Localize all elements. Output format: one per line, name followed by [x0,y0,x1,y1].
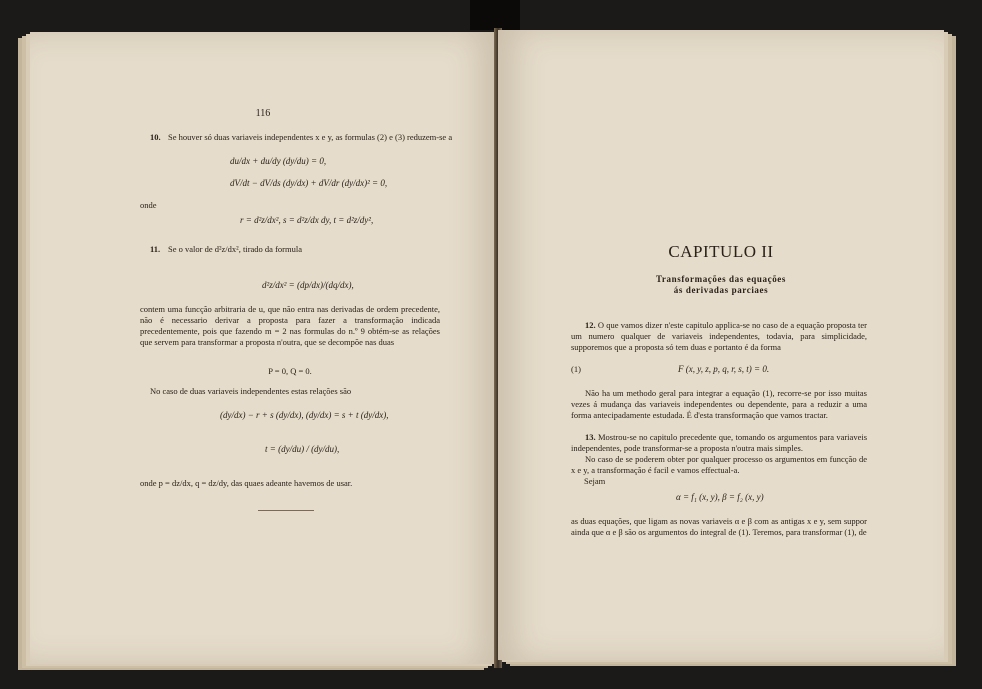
paragraph-method: Não ha um methodo geral para integrar a equação (1), recorre-se por isso muitas vezes á mudança das variaveis independentes ou dependente, para a reduzir a uma forma antecipadamente estudada. É d'esta transformação que vamos tractar. [571,388,867,420]
equation-d: d²z/dx² = (dp/dx)/(dq/dx), [262,280,354,290]
onde-label: onde [140,200,157,210]
equation-f: (dy/dx) − r + s (dy/dx), (dy/dx) = s + t (dy/dx), [220,410,389,420]
page-number: 116 [255,108,271,119]
chapter-title: CAPITULO II [668,242,774,261]
equation-a: du/dx + du/dy (dy/du) = 0, [230,156,327,166]
paragraph-2: No caso de duas variaveis independentes estas relações são [150,386,352,396]
section-12-text [571,320,867,353]
section-12-number: 12. [585,320,596,330]
paragraph-last: as duas equações, que ligam as novas variaveis α e β com as antigas x e y, sem suppor ainda que α e β são os argumentos do integral de (1). Teremos, para transformar (1), de [571,516,867,537]
equation-e: P = 0, Q = 0. [268,366,312,376]
section-13-text [571,432,867,454]
footer-rule [258,510,314,511]
section-11-number: 11. [150,244,161,254]
equation-2: α = f₁ (x, y), β = f₂ (x, y) [676,492,764,502]
section-10-text: Se houver só duas variaveis independentes x e y, as formulas (2) e (3) reduzem-se a [168,132,453,142]
equation-1-tag: (1) [571,364,581,374]
section-13-body: Mostrou-se no capitulo precedente que, tomando os argumentos para variaveis independentes, pode transformar-se a proposta n'outra mais simples. [571,432,868,453]
section-12-body: O que vamos dizer n'este capitulo applica-se no caso de a equação proposta ter um numero qualquer de variaveis independentes, todavia, para simplicidade, supporemos que a proposta só tem duas e portanto é da forma [571,320,867,352]
paragraph-caso: No caso de se poderem obter por qualquer processo os argumentos em funcção de x e y, a transformação é facil e vamos effectual-a. [571,454,867,475]
equation-g: t = (dy/du) / (dy/du), [265,444,340,454]
book-clip [470,0,520,30]
chapter-subtitle-2: ás derivadas parciaes [673,285,769,295]
section-11-text: Se o valor de d²z/dx², tirado da formula [168,244,302,254]
equation-b: dV/dt − dV/ds (dy/dx) + dV/dr (dy/dx)² = 0, [230,178,388,188]
right-page [498,30,944,660]
left-page [30,32,496,664]
chapter-subtitle-1: Transformações das equações [655,274,787,284]
section-13-number: 13. [585,432,596,442]
paragraph-3: onde p = dz/dx, q = dz/dy, das quaes adeante havemos de usar. [140,478,353,488]
paragraph-1: contem uma funcção arbitraria de u, que não entra nas derivadas de ordem precedente, não é necessario derivar a proposta para fazer a transformação indicada precedentemente, pois que fazendo m = 2 nas formulas do n.º 9 obtém-se as relações que servem para transformar a proposta n'outra, que se decompõe nas duas [140,304,440,347]
equation-1: F (x, y, z, p, q, r, s, t) = 0. [678,364,770,374]
section-10-number: 10. [150,132,161,142]
sejam-label: Sejam [584,476,606,486]
equation-c: r = d²z/dx², s = d²z/dx dy, t = d²z/dy², [240,215,374,225]
